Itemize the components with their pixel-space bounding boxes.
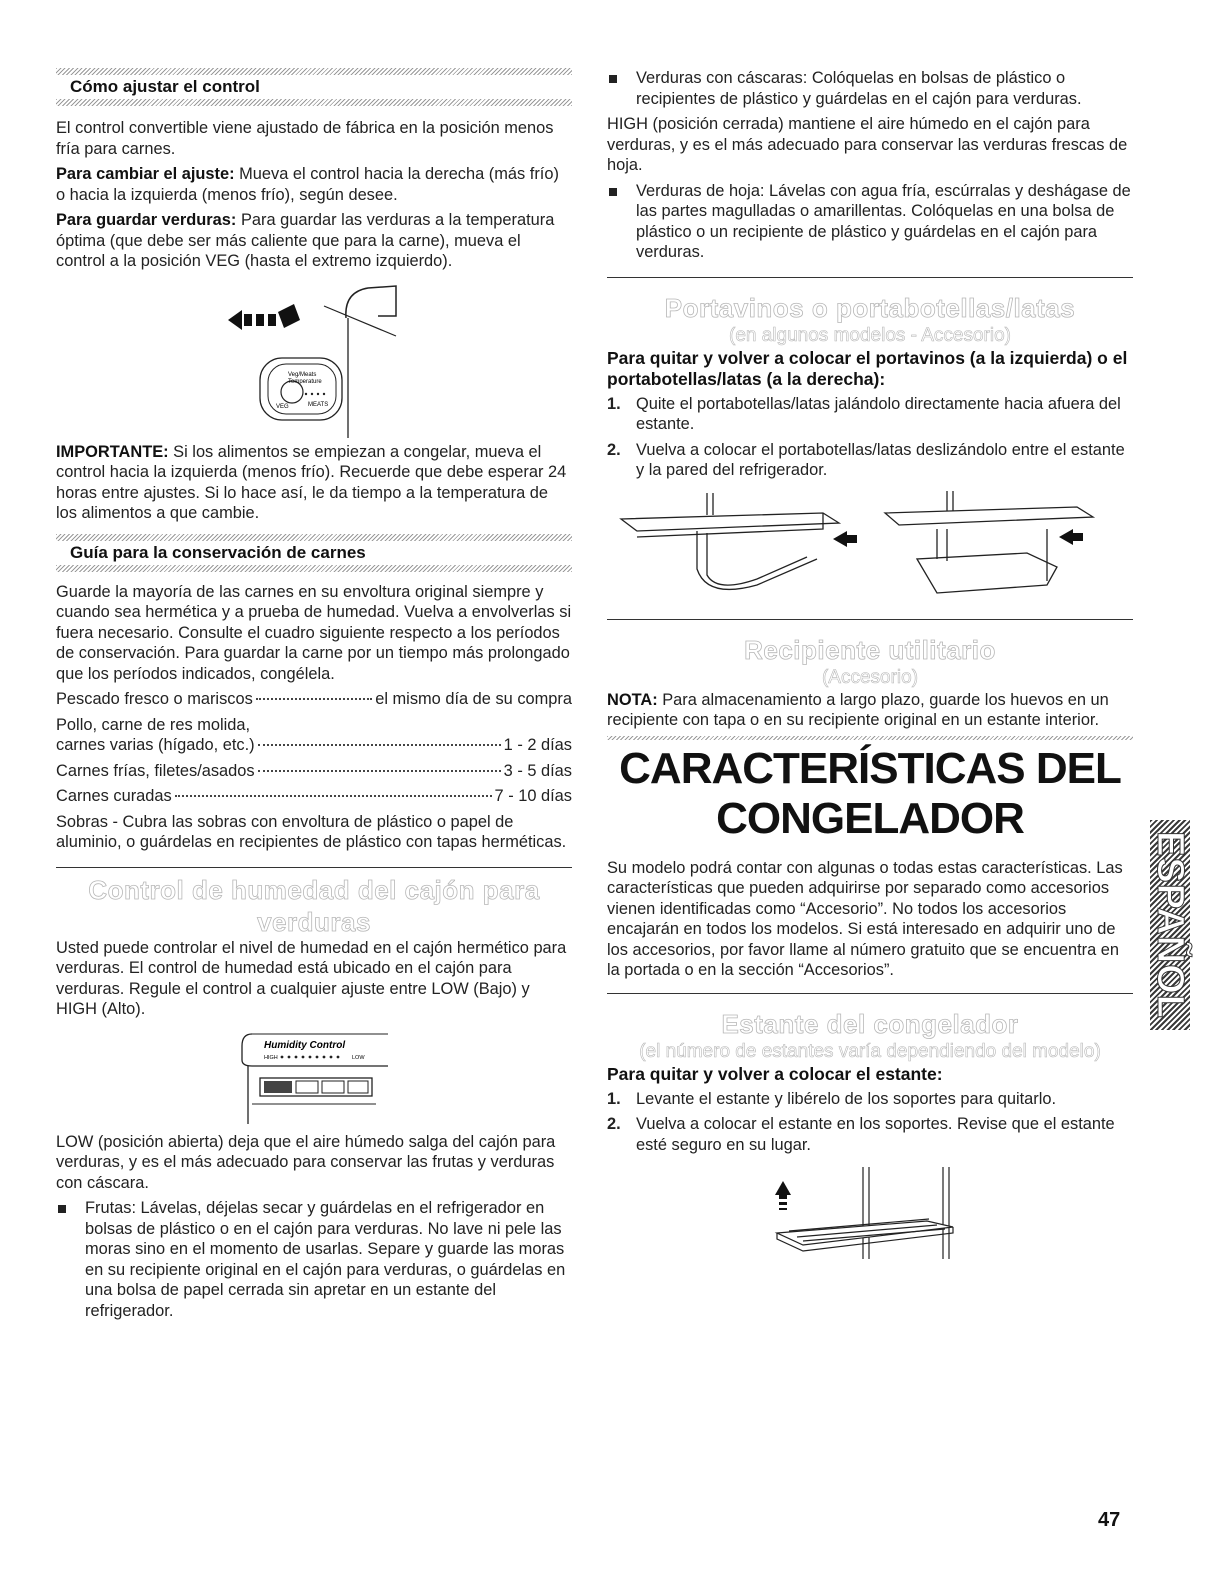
section-rule (607, 993, 1133, 994)
up-arrow-icon (775, 1181, 791, 1195)
svg-text:Temperature: Temperature (288, 378, 322, 385)
svg-text:LOW: LOW (352, 1054, 365, 1061)
utility-bin-title: Recipiente utilitario (744, 634, 996, 665)
leftovers-text: Sobras - Cubra las sobras con envoltura de plástico o papel de aluminio, o guárdelas en recipientes de plástico con tapas herméticas. (56, 812, 567, 851)
change-label: Para cambiar el ajuste: (56, 165, 235, 183)
freezer-features-title: CARACTERÍSTICAS DEL CONGELADOR (619, 743, 1121, 843)
meat-row: Carnes curadas 7 - 10 días (56, 787, 572, 805)
svg-text:Humidity Control: Humidity Control (264, 1039, 346, 1051)
control-intro: El control convertible viene ajustado de fábrica en la posición menos fría para carnes. (56, 119, 554, 158)
section-rule (56, 867, 572, 868)
important-label: IMPORTANTE: (56, 442, 169, 461)
language-side-tab (1150, 820, 1190, 1030)
section-rule (607, 277, 1133, 278)
right-column (607, 68, 1133, 1263)
change-setting-paragraph (56, 164, 572, 205)
change-text: Mueva el control hacia la derecha (más frío) o hacia la izquierda (menos frío), según desee. (56, 165, 559, 204)
meat-intro: Guarde la mayoría de las carnes en su envoltura original siempre y cuando sea hermética y a prueba de humedad. Vuelva a envolverlas si fuera necesario. Consulte el cuadro siguiente respecto a los períodos de conservación. Para guardar la carne por un tiempo más prolongado que los períodos indicados, congélela. (56, 582, 572, 683)
low-text: LOW (posición abierta) deja que el aire húmedo salga del cajón para verduras, y es el más adecuado para conservar las frutas y verduras con cáscara. (56, 1132, 556, 1192)
humidity-title: Control de humedad del cajón para verduras (88, 874, 540, 937)
veg-label: Para guardar verduras: (56, 211, 237, 229)
section-divider (56, 99, 572, 106)
svg-text:VEG: VEG (276, 403, 289, 410)
meat-heading: Guía para la conservación de carnes (70, 542, 366, 562)
section-divider (56, 534, 572, 541)
svg-text:HIGH: HIGH (264, 1054, 278, 1061)
wine-rack-illustration (607, 489, 1133, 609)
leafy-veg-bullet: Verduras de hoja: Lávelas con agua fría, escúrralas y deshágase de las partes magulladas o amarillentas. Colóquelas en una bolsa de plástico o un recipiente de plástico y guárdelas en el cajón para verduras. (607, 181, 1133, 263)
svg-text:Veg/Meats: Veg/Meats (288, 371, 317, 378)
important-text: Si los alimentos se empiezan a congelar, mueva el control hacia la izquierda (menos frío). Recuerde que debe esperar 24 horas entre ajustes. Si lo hace así, le da tiempo a la temperatura de los alimentos a que cambie. (56, 442, 567, 522)
freezer-intro: Su modelo podrá contar con algunas o todas estas características. Las características que pueden adquirirse por separado como accesorios vienen identificadas como “Accesorio”. No todos los accesorios encajarán en todos los modelos. Si está interesado en adquirir uno de los accesorios, por favor llame al número gratuito que se encuentra en la portada o en la sección “Accesorios”. (607, 858, 1123, 979)
wine-rack-title: Portavinos o portabotellas/latas (664, 292, 1076, 323)
utility-bin-subtitle: (Accesorio) (821, 666, 919, 688)
veg-setting-paragraph (56, 210, 572, 272)
wine-step: 1. Quite el portabotellas/latas jalándolo directamente hacia afuera del estante. (607, 394, 1121, 433)
shelf-instructions-heading: Para quitar y volver a colocar el estante: (607, 1063, 943, 1084)
freezer-shelf-illustration (607, 1163, 1133, 1263)
freezer-shelf-title: Estante del congelador (721, 1008, 1019, 1039)
svg-text:MEATS: MEATS (308, 401, 329, 408)
humidity-control-illustration (56, 1026, 572, 1124)
section-divider (607, 736, 1133, 740)
high-text: HIGH (posición cerrada) mantiene el aire húmedo en el cajón para verduras, y es el más adecuado para conservar las verduras frescas de hoja. (607, 115, 1128, 174)
wine-rack-subtitle: (en algunos modelos - Accesorio) (729, 324, 1011, 346)
right-arrow-icon (278, 304, 300, 328)
section-rule (607, 619, 1133, 620)
nota-label: NOTA: (607, 690, 658, 709)
veg-text: Para guardar las verduras a la temperatura óptima (que debe ser más caliente que para la carne), mueva el control a la posición VEG (hasta el extremo izquierdo). (56, 211, 555, 270)
nota-text: Para almacenamiento a largo plazo, guarde los huevos en un recipiente con tapa o en su recipiente original en un estante interior. (607, 690, 1109, 729)
wine-rack-instructions-heading: Para quitar y volver a colocar el portavinos (a la izquierda) o el portabotellas/latas (a la derecha): (607, 347, 1128, 389)
page-number: 47 (1098, 1509, 1121, 1531)
peel-veg-bullet: Verduras con cáscaras: Colóquelas en bolsas de plástico o recipientes de plástico y guárdelas en el cajón para verduras. (607, 68, 1133, 109)
nota-paragraph (607, 690, 1133, 731)
meat-row: Carnes frías, filetes/asados 3 - 5 días (56, 761, 572, 780)
left-arrow-icon (228, 310, 242, 330)
left-arrow-icon (1059, 529, 1073, 545)
left-column (56, 68, 572, 1326)
shelf-step: 2. Vuelva a colocar el estante en los soportes. Revise que el estante esté seguro en su lugar. (607, 1115, 1115, 1154)
language-tab-label: ESPAÑOL (1149, 831, 1191, 1019)
section-divider (56, 68, 572, 75)
fruits-bullet: Frutas: Lávelas, déjelas secar y guárdelas en el refrigerador en bolsas de plástico o en el cajón para verduras. No lave ni pele las moras sino en el momento de usarlas. Separe y guarde las moras en su recipiente original en el cajón para verduras, o guárdelas en una bolsa de papel cerrada sin apretar en un estante del refrigerador. (56, 1198, 572, 1321)
meat-row: Pescado fresco o mariscos el mismo día de su compra (56, 690, 572, 708)
control-dial-illustration (56, 278, 572, 438)
meat-row: carnes varias (hígado, etc.) 1 - 2 días (56, 736, 572, 754)
freezer-shelf-subtitle: (el número de estantes varía dependiendo del modelo) (639, 1040, 1101, 1062)
section-divider (56, 565, 572, 572)
humidity-intro: Usted puede controlar el nivel de humedad en el cajón hermético para verduras. El control de humedad está ubicado en el cajón para verduras. Regule el control a cualquier ajuste entre LOW (Bajo) y HIGH (Alto). (56, 938, 567, 1018)
meat-row-prefix: Pollo, carne de res molida, (56, 715, 251, 734)
shelf-step: 1. Levante el estante y libérelo de los soportes para quitarlo. (607, 1089, 1057, 1108)
important-paragraph (56, 442, 572, 524)
control-heading: Cómo ajustar el control (70, 77, 260, 96)
wine-step: 2. Vuelva a colocar el portabotellas/latas deslizándolo entre el estante y la pared del refrigerador. (607, 440, 1125, 479)
left-arrow-icon (833, 531, 847, 547)
